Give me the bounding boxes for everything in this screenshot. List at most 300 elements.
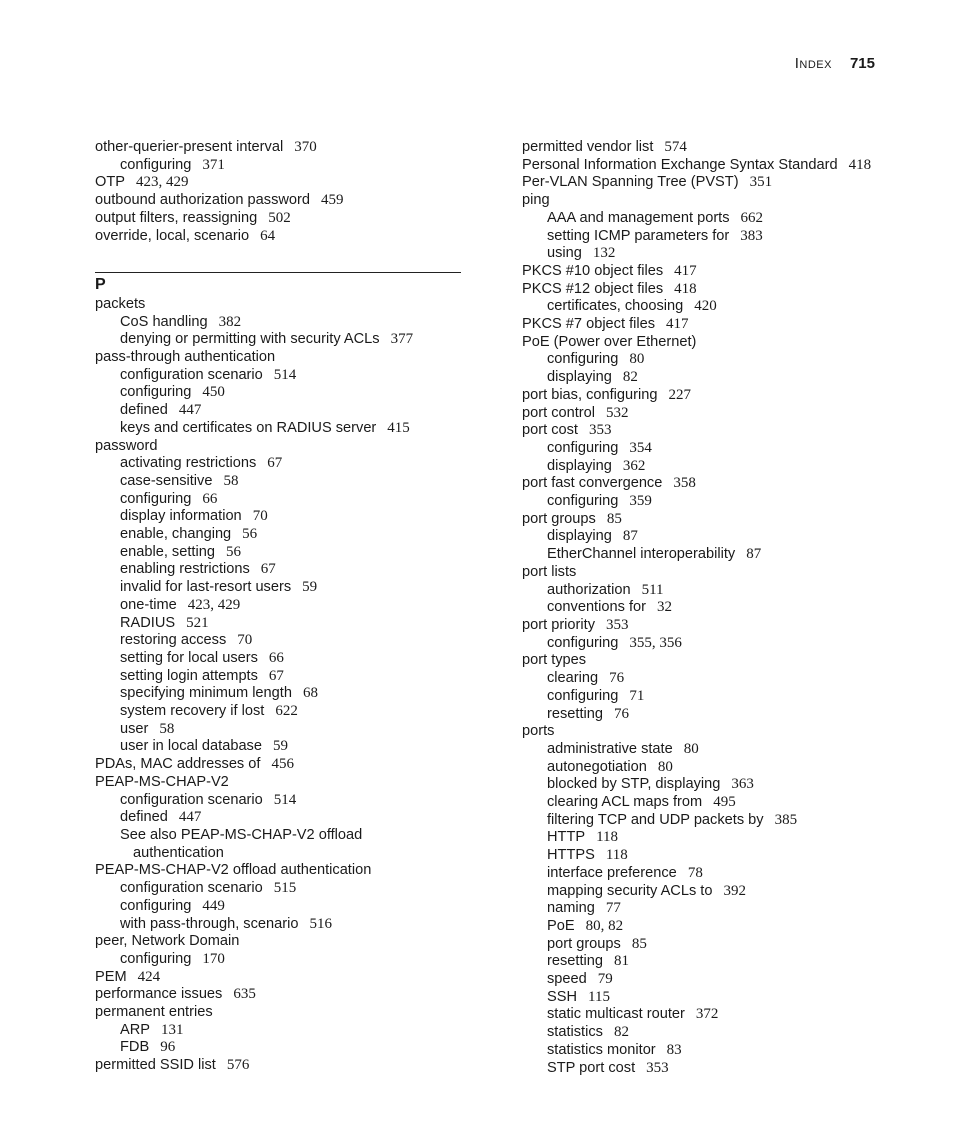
index-term: certificates, choosing [547,298,684,315]
page-reference: 420 [694,298,717,315]
index-entry [522,316,894,334]
index-term: static multicast router [547,1006,685,1023]
index-term: configuring [120,156,192,173]
index-term: conventions for [547,599,646,616]
index-subentry [522,493,894,511]
index-term: with pass-through, scenario [120,915,299,932]
index-subentry [522,865,894,883]
index-term: PoE (Power over Ethernet) [522,333,697,350]
index-term: output filters, reassigning [95,209,258,226]
page-reference: 83 [666,1041,682,1058]
page-reference: 392 [723,882,746,899]
page-reference: 417 [666,316,689,333]
page-reference: 82 [613,1024,629,1041]
index-subentry [95,157,465,175]
index-entry [522,405,894,423]
index-entry [522,652,894,670]
index-subentry [95,827,465,845]
index-term: displaying [547,369,612,386]
index-subentry [95,951,465,969]
index-term: configuring [547,687,619,704]
page-reference: 418 [848,156,872,173]
index-entry [95,862,465,880]
page-reference: 78 [687,864,703,881]
page-reference: 635 [233,986,256,1003]
page-reference: 415 [387,419,410,436]
index-term: port groups [547,935,621,952]
page-reference: 450 [202,384,225,401]
index-subentry [95,615,465,633]
index-term: port cost [522,422,578,439]
index-entry [522,422,894,440]
index-subentry [95,880,465,898]
index-term: RADIUS [120,614,176,631]
page-reference: 359 [629,493,652,510]
index-term: specifying minimum length [120,685,292,702]
index-term: password [95,437,158,454]
index-subentry [95,526,465,544]
page-reference: 424 [137,968,161,985]
page-reference: 58 [223,472,239,489]
page-reference: 32 [656,599,672,616]
page-reference: 56 [242,526,258,543]
index-term: PKCS #7 object files [522,316,656,333]
index-term: ports [522,723,555,740]
index-term: ping [522,192,550,209]
index-subentry [522,918,894,936]
page-reference: 64 [260,227,276,244]
index-entry [95,1057,465,1075]
index-subentry [95,491,465,509]
index-term: configuration scenario [120,880,263,897]
index-term: keys and certificates on RADIUS server [120,419,377,436]
page-reference: 423, 429 [187,596,241,613]
index-term: configuring [120,490,192,507]
page-reference: 574 [664,139,687,155]
index-subentry [522,829,894,847]
index-term: port control [522,404,596,421]
page-reference: 459 [321,192,344,209]
index-term: activating restrictions [120,455,257,472]
index-subentry [95,668,465,686]
page-reference: 514 [273,366,297,383]
index-term: port priority [522,616,595,633]
index-term: restoring access [120,632,227,649]
index-term: HTTP [547,829,586,846]
index-term: configuring [120,384,192,401]
index-term: configuring [547,634,619,651]
index-term: one-time [120,596,177,613]
page-reference: 68 [302,685,318,702]
index-term: PEAP-MS-CHAP-V2 [95,773,229,790]
index-term: resetting [547,953,603,970]
index-term: HTTPS [547,847,595,864]
page-reference: 227 [668,386,691,403]
page-reference: 354 [629,439,652,456]
index-term: authorization [547,581,631,598]
page-reference: 514 [273,791,297,808]
running-header [795,55,875,73]
page-reference: 495 [713,794,736,811]
page-reference: 115 [588,988,610,1005]
index-term: setting login attempts [120,667,258,684]
header-section-word: Index [794,55,832,72]
index-subentry [95,561,465,579]
index-subentry [95,579,465,597]
index-term: configuring [547,439,619,456]
page-reference: 449 [202,897,225,914]
page-reference: 447 [178,402,202,419]
index-subentry [95,384,465,402]
page-reference: 515 [273,880,297,897]
index-term: EtherChannel interoperability [547,546,736,563]
index-term: denying or permitting with security ACLs [120,331,380,348]
index-entry [522,387,894,405]
index-entry [522,723,894,741]
page-reference: 82 [622,369,638,386]
index-subentry [522,635,894,653]
index-term: Per-VLAN Spanning Tree (PVST) [522,174,739,191]
page-number: 715 [849,55,875,72]
page-reference: 66 [202,490,218,507]
index-subentry [95,916,465,934]
index-subentry [522,528,894,546]
page-reference: 362 [622,457,646,474]
page-reference: 353 [606,616,629,633]
index-subentry [522,582,894,600]
index-subentry [95,845,465,863]
index-subentry [522,971,894,989]
page-reference: 80, 82 [585,917,624,934]
index-subentry [95,721,465,739]
index-term: display information [120,508,242,525]
index-term: configuring [120,950,192,967]
index-column-left [95,139,465,1075]
index-subentry [522,953,894,971]
page-reference: 80 [657,758,673,775]
index-entry [95,139,465,157]
index-term: PKCS #12 object files [522,280,664,297]
page-reference: 447 [178,809,202,826]
index-subentry [95,455,465,473]
page-reference: 80 [629,351,645,368]
index-subentry [95,809,465,827]
index-term: invalid for last-resort users [120,579,292,596]
section-gap [95,245,465,263]
index-subentry [522,812,894,830]
page-reference: 76 [613,705,629,722]
index-subentry [95,792,465,810]
index-subentry [522,440,894,458]
index-entry [522,263,894,281]
index-term: administrative state [547,740,673,757]
index-subentry [522,1006,894,1024]
page-reference: 532 [606,404,629,421]
index-subentry [95,738,465,756]
index-term: configuring [547,351,619,368]
page-reference: 87 [746,546,762,563]
page-reference: 622 [275,703,298,720]
page-reference: 418 [674,280,697,297]
index-term: naming [547,900,595,917]
index-term: Personal Information Exchange Syntax Standard [522,156,838,173]
index-term: permitted SSID list [95,1057,216,1074]
page-reference: 456 [271,756,294,773]
index-term: other-querier-present interval [95,139,284,155]
index-term: defined [120,809,168,826]
index-entry [522,281,894,299]
index-term: enable, setting [120,543,215,560]
page-reference: 81 [613,953,629,970]
index-term: permanent entries [95,1004,213,1021]
index-subentry [522,458,894,476]
index-term: peer, Network Domain [95,933,240,950]
index-subentry [95,420,465,438]
page-reference: 351 [749,174,773,191]
page-reference: 67 [268,667,284,684]
index-subentry [522,369,894,387]
page-reference: 383 [740,227,763,244]
index-subentry [95,685,465,703]
index-subentry [522,210,894,228]
index-term: port bias, configuring [522,386,658,403]
index-subentry [522,688,894,706]
index-term: mapping security ACLs to [547,882,713,899]
index-subentry [522,706,894,724]
index-subentry [522,900,894,918]
page-reference: 132 [592,245,616,262]
index-entry [95,1004,465,1022]
index-term: user [120,720,149,737]
index-term: port groups [522,510,596,527]
index-term: setting for local users [120,649,258,666]
index-entry [95,228,465,246]
index-term: authentication [133,844,224,861]
index-subentry [95,473,465,491]
page-reference: 353 [588,422,612,439]
page-reference: 80 [683,740,699,757]
page-reference: 85 [606,510,622,527]
page-reference: 377 [390,331,414,348]
index-subentry [522,759,894,777]
index-entry [522,334,894,352]
index-subentry [522,1042,894,1060]
index-term: statistics [547,1024,603,1041]
index-term: OTP [95,174,125,191]
index-subentry [522,546,894,564]
index-term: defined [120,402,168,419]
index-subentry [522,1060,894,1078]
index-subentry [522,989,894,1007]
index-subentry [95,331,465,349]
index-term: interface preference [547,864,677,881]
index-subentry [95,898,465,916]
index-subentry [95,650,465,668]
index-term: PoE [547,917,575,934]
index-term: blocked by STP, displaying [547,776,721,793]
index-term: port lists [522,563,577,580]
page-reference: 70 [252,508,268,525]
index-term: See also PEAP-MS-CHAP-V2 offload [120,827,363,843]
index-term: AAA and management ports [547,209,730,226]
page-reference: 56 [225,543,241,560]
index-term: filtering TCP and UDP packets by [547,811,764,828]
index-term: enabling restrictions [120,561,250,578]
page-reference: 118 [605,847,628,864]
index-term: setting ICMP parameters for [547,227,730,244]
page-reference: 170 [202,950,225,967]
index-subentry [522,776,894,794]
index-term: displaying [547,457,612,474]
index-subentry [95,314,465,332]
page-reference: 353 [646,1059,669,1076]
index-term: FDB [120,1039,150,1056]
page-reference: 423, 429 [136,174,189,191]
page-reference: 71 [629,687,645,704]
index-subentry [95,508,465,526]
index-entry [95,774,465,792]
page-reference: 516 [309,915,332,932]
index-term: performance issues [95,986,223,1003]
page-reference: 511 [641,581,664,598]
section-letter: P [95,275,106,293]
index-term: PDAs, MAC addresses of [95,756,261,773]
page-reference: 96 [160,1039,176,1056]
index-term: displaying [547,528,612,545]
page-reference: 662 [740,209,764,226]
index-entry [522,617,894,635]
index-term: outbound authorization password [95,192,311,209]
index-term: CoS handling [120,313,208,330]
index-term: configuration scenario [120,366,263,383]
index-subentry [522,883,894,901]
page-reference: 576 [226,1057,250,1074]
index-entry [95,349,465,367]
index-term: using [547,245,582,262]
page-reference: 385 [774,811,798,828]
index-entry [95,192,465,210]
page-reference: 372 [695,1006,719,1023]
index-subentry [522,741,894,759]
index-subentry [95,703,465,721]
index-term: case-sensitive [120,472,213,489]
page-reference: 118 [596,829,619,846]
page-reference: 77 [605,900,621,917]
page-reference: 363 [731,776,754,793]
index-term: port fast convergence [522,475,663,492]
index-subentry [522,794,894,812]
index-subentry [95,367,465,385]
page-reference: 371 [202,156,225,173]
index-entry [522,139,894,157]
index-term: system recovery if lost [120,703,265,720]
page-reference: 79 [597,971,613,988]
index-entry [522,157,894,175]
page-reference: 67 [260,561,276,578]
index-entry [522,192,894,210]
index-term: permitted vendor list [522,139,654,155]
index-entry [95,174,465,192]
index-subentry [522,298,894,316]
index-subentry [522,228,894,246]
index-term: PEM [95,968,127,985]
index-term: user in local database [120,738,262,755]
page-reference: 66 [268,649,284,666]
index-entry [522,174,894,192]
index-subentry [522,1024,894,1042]
index-term: PEAP-MS-CHAP-V2 offload authentication [95,862,372,879]
index-term: configuring [547,493,619,510]
page-reference: 370 [294,139,317,155]
index-subentry [522,599,894,617]
index-entry [95,933,465,951]
index-entry [95,438,465,456]
page-reference: 382 [218,313,242,330]
page-reference: 417 [674,262,697,279]
index-term: port types [522,652,587,669]
page-reference: 85 [631,935,647,952]
index-term: packets [95,295,146,312]
index-term: autonegotiation [547,758,647,775]
index-subentry [95,1039,465,1057]
index-subentry [522,936,894,954]
index-entry [522,475,894,493]
index-entry [95,969,465,987]
page-reference: 70 [237,632,253,649]
index-term: resetting [547,705,603,722]
page-reference: 76 [609,670,625,687]
index-term: STP port cost [547,1059,636,1076]
index-entry [522,564,894,582]
page-reference: 358 [673,475,696,492]
index-subentry [95,632,465,650]
page-reference: 58 [159,720,175,737]
page-reference: 355, 356 [629,634,682,651]
index-term: speed [547,971,587,988]
page-reference: 59 [272,738,288,755]
index-term: statistics monitor [547,1041,656,1058]
index-term: configuring [120,897,192,914]
index-term: enable, changing [120,526,232,543]
index-entry [95,296,465,314]
page-reference: 59 [302,579,318,596]
index-term: PKCS #10 object files [522,262,664,279]
index-subentry [95,597,465,615]
index-term: configuration scenario [120,791,263,808]
page-reference: 502 [268,209,291,226]
index-entry [95,756,465,774]
section-divider [95,272,461,273]
page-reference: 87 [622,528,638,545]
index-subentry [95,402,465,420]
index-subentry [522,847,894,865]
page-reference: 521 [186,614,209,631]
index-term: clearing ACL maps from [547,794,703,811]
index-entry [522,511,894,529]
page-reference: 131 [161,1021,184,1038]
index-column-right [522,139,894,1077]
index-term: override, local, scenario [95,227,250,244]
index-subentry [522,245,894,263]
index-subentry [95,544,465,562]
index-subentry [522,670,894,688]
index-term: clearing [547,670,599,687]
index-term: ARP [120,1021,151,1038]
index-subentry [522,351,894,369]
index-term: pass-through authentication [95,349,276,366]
index-entry [95,210,465,228]
page-reference: 67 [267,455,283,472]
